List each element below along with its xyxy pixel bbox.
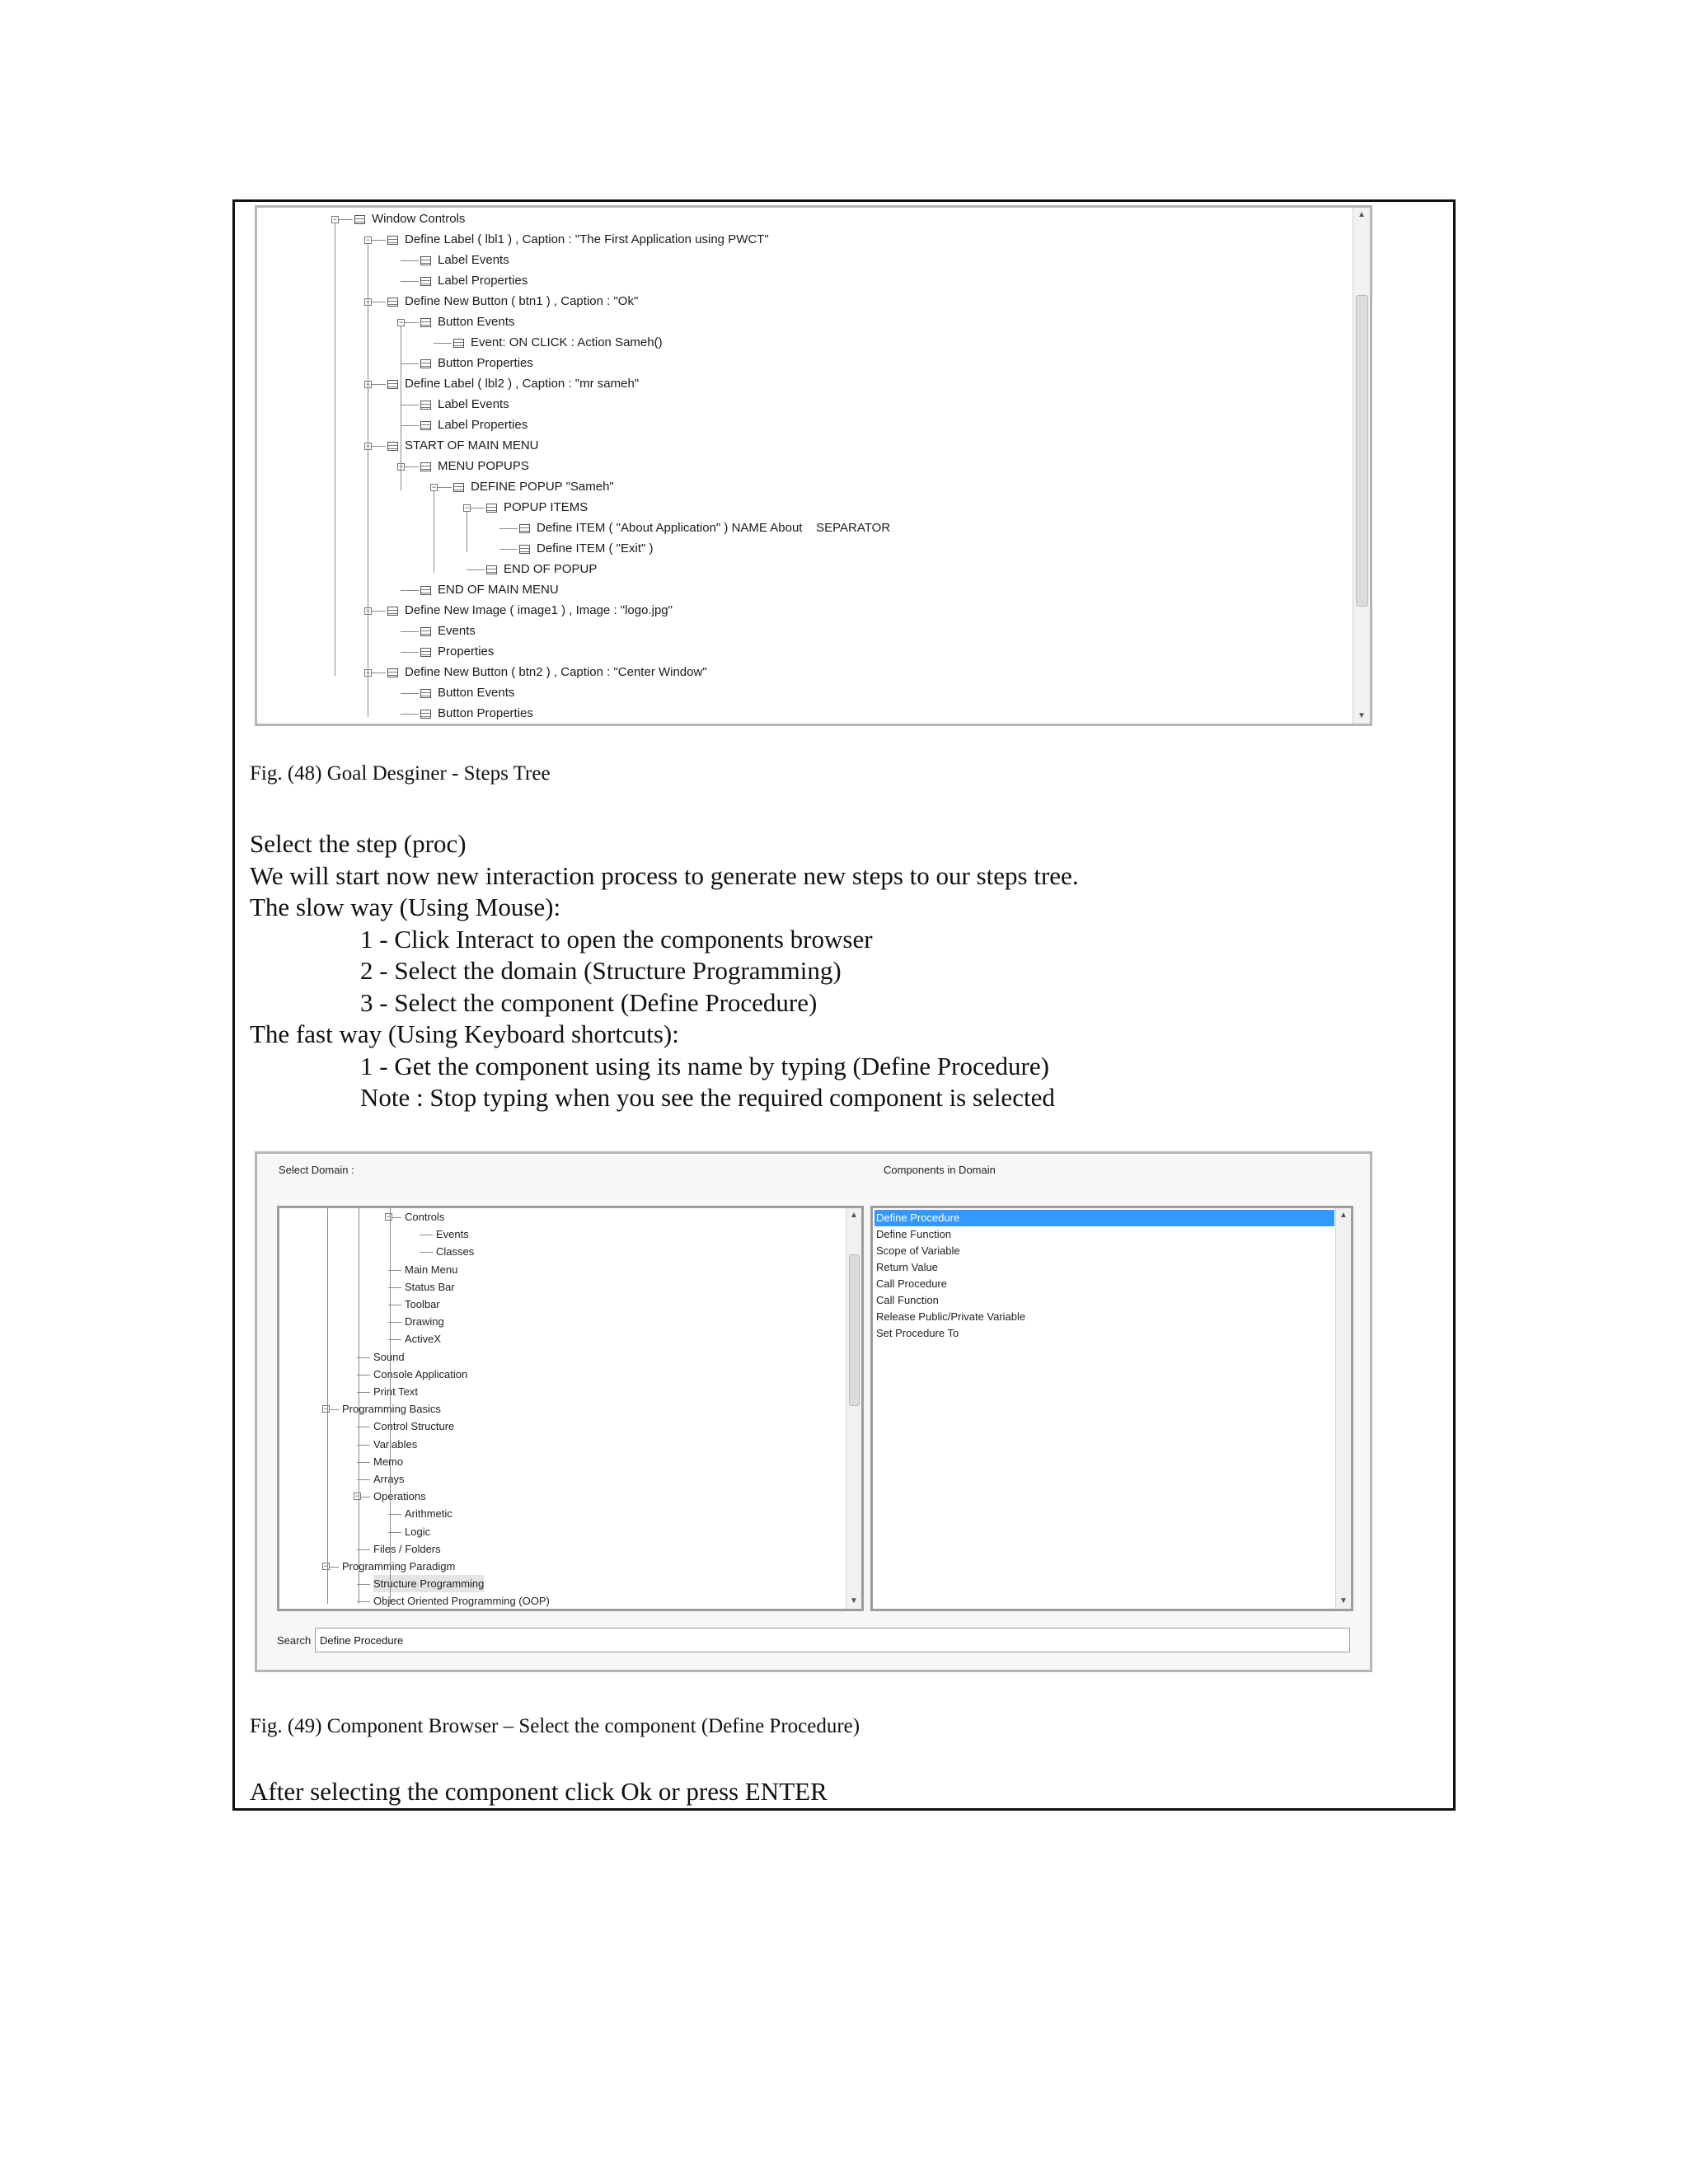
collapse-icon[interactable]: −: [365, 668, 371, 677]
tree-node[interactable]: [453, 477, 614, 497]
tree-node-label: Button Properties: [438, 706, 533, 720]
tree-node-label: Label Events: [438, 397, 509, 411]
component-item[interactable]: Release Public/Private Variable: [876, 1310, 1026, 1323]
body-line: 3 - Select the component (Define Procedure): [360, 987, 818, 1017]
domain-item[interactable]: Console Application: [373, 1367, 468, 1380]
tree-connector: [401, 281, 419, 282]
collapse-icon[interactable]: −: [365, 236, 371, 244]
domain-item[interactable]: Classes: [436, 1245, 475, 1258]
collapse-icon[interactable]: −: [386, 1212, 392, 1221]
tree-connector: [401, 693, 419, 694]
tree-node[interactable]: [420, 457, 529, 476]
domain-item[interactable]: Status Bar: [405, 1280, 455, 1293]
step-node-icon: [519, 545, 530, 554]
body-line: 1 - Get the component using its name by typing (Define Procedure): [360, 1051, 1049, 1080]
steps-tree-scrollbar[interactable]: [1353, 208, 1370, 724]
tree-node[interactable]: [387, 292, 638, 312]
tree-node-label: Event: ON CLICK : Action Sameh(): [471, 335, 663, 349]
tree-node-label: POPUP ITEMS: [504, 500, 588, 514]
domain-item[interactable]: Drawing: [405, 1315, 444, 1329]
domain-item[interactable]: Arrays: [373, 1473, 405, 1485]
collapse-icon[interactable]: −: [332, 215, 338, 223]
tree-connector: [499, 528, 518, 529]
tree-node[interactable]: [519, 518, 890, 538]
tree-node-label: Events: [438, 624, 476, 638]
select-domain-label: Select Domain :: [279, 1164, 354, 1176]
tree-node-label: MENU POPUPS: [438, 459, 529, 473]
step-node-icon: [387, 236, 398, 245]
step-node-icon: [387, 607, 398, 616]
domain-item[interactable]: ActiveX: [405, 1333, 442, 1346]
step-node-icon: [453, 339, 464, 348]
step-node-icon: [420, 710, 431, 719]
body-line: The fast way (Using Keyboard shortcuts):: [250, 1019, 679, 1048]
domain-item[interactable]: Logic: [405, 1525, 431, 1538]
step-node-icon: [420, 689, 431, 698]
tree-node[interactable]: [387, 601, 673, 621]
step-node-icon: [387, 298, 398, 307]
tree-connector: [401, 260, 419, 261]
tree-node-label: Define New Image ( image1 ) , Image : "logo.jpg": [405, 603, 673, 617]
tree-node[interactable]: [420, 415, 528, 435]
domain-item[interactable]: Print Text: [373, 1385, 418, 1398]
tree-node-label: Define ITEM ( "Exit" ): [537, 541, 654, 555]
domain-item[interactable]: Toolbar: [405, 1298, 440, 1310]
scroll-thumb[interactable]: [1356, 295, 1368, 607]
steps-tree-screenshot: [255, 205, 1372, 726]
tree-node-label: Button Properties: [438, 356, 533, 370]
component-item[interactable]: Scope of Variable: [876, 1244, 960, 1257]
step-node-icon: [420, 318, 431, 327]
collapse-icon[interactable]: −: [431, 483, 437, 491]
tree-node-label: Label Properties: [438, 274, 528, 288]
tree-node[interactable]: [486, 560, 597, 579]
collapse-icon[interactable]: −: [464, 504, 470, 512]
domain-item[interactable]: Memo: [373, 1455, 404, 1468]
fig49-caption: Fig. (49) Component Browser – Select the component (Define Procedure): [250, 1715, 860, 1737]
collapse-icon[interactable]: −: [365, 607, 371, 615]
domain-item[interactable]: Sound: [373, 1350, 405, 1363]
step-node-icon: [420, 627, 431, 636]
tree-connector: [401, 590, 419, 591]
domain-item[interactable]: Files / Folders: [373, 1542, 441, 1555]
domain-item[interactable]: Controls: [405, 1211, 445, 1223]
tree-node[interactable]: [354, 209, 465, 229]
domain-item[interactable]: Object Oriented Programming (OOP): [373, 1595, 550, 1608]
component-item[interactable]: Set Procedure To: [876, 1327, 959, 1339]
tree-connector: [401, 652, 419, 653]
tree-node-label: Define New Button ( btn1 ) , Caption : "Ok": [405, 294, 639, 308]
tree-node-label: Button Events: [438, 686, 515, 700]
scroll-up-icon[interactable]: ▲: [1339, 1211, 1348, 1220]
tree-node[interactable]: [519, 539, 654, 559]
domain-tree[interactable]: [277, 1206, 864, 1611]
scroll-up-icon[interactable]: ▲: [1357, 210, 1366, 219]
tree-node[interactable]: [486, 498, 588, 518]
tree-node-label: Define Label ( lbl1 ) , Caption : "The First Application using PWCT": [405, 232, 769, 246]
body-line: We will start now new interaction process to generate new steps to our steps tree.: [250, 860, 1079, 890]
tree-node[interactable]: [387, 374, 639, 394]
step-node-icon: [420, 277, 431, 286]
step-node-icon: [420, 359, 431, 368]
step-node-icon: [387, 442, 398, 451]
tree-node[interactable]: [420, 580, 559, 600]
footer-text: After selecting the component click Ok or press ENTER: [250, 1777, 828, 1806]
domain-item[interactable]: Arithmetic: [405, 1507, 452, 1521]
step-node-icon: [453, 483, 464, 492]
domain-item[interactable]: Programming Basics: [342, 1403, 441, 1416]
domain-item[interactable]: Operations: [373, 1490, 426, 1503]
tree-node[interactable]: [420, 704, 533, 724]
tree-node[interactable]: [420, 354, 533, 373]
tree-connector: [401, 714, 419, 715]
step-node-icon: [354, 215, 365, 224]
body-line: The slow way (Using Mouse):: [250, 893, 561, 921]
tree-node[interactable]: [420, 621, 476, 641]
domain-item[interactable]: Structure Programming: [373, 1575, 484, 1592]
tree-node[interactable]: [420, 271, 528, 291]
component-item[interactable]: Define Procedure: [874, 1210, 1334, 1226]
collapse-icon[interactable]: −: [354, 1492, 360, 1501]
search-input[interactable]: Define Procedure: [315, 1628, 1350, 1652]
components-list-scrollbar[interactable]: [1335, 1208, 1351, 1609]
step-node-icon: [519, 524, 530, 533]
component-item[interactable]: Call Function: [876, 1294, 939, 1306]
domain-item[interactable]: Variables: [373, 1437, 418, 1451]
tree-connector: [401, 631, 419, 632]
collapse-icon[interactable]: −: [365, 298, 371, 306]
tree-node-label: Define Label ( lbl2 ) , Caption : "mr sameh": [405, 377, 640, 391]
scroll-up-icon[interactable]: ▲: [850, 1211, 858, 1220]
component-browser-screenshot: [255, 1151, 1372, 1672]
step-node-icon: [420, 421, 431, 430]
step-node-icon: [420, 401, 431, 410]
tree-node[interactable]: [420, 642, 494, 662]
tree-node[interactable]: [420, 683, 514, 703]
tree-connector: [499, 549, 518, 550]
tree-node-label: Define New Button ( btn2 ) , Caption : "Center Window": [405, 665, 707, 679]
component-item[interactable]: Define Function: [876, 1228, 952, 1240]
tree-node-label: DEFINE POPUP "Sameh": [471, 480, 614, 494]
tree-node[interactable]: [387, 663, 707, 682]
collapse-icon[interactable]: −: [398, 318, 404, 326]
step-node-icon: [486, 504, 497, 513]
steps-tree[interactable]: [257, 208, 1352, 724]
tree-node-label: Label Properties: [438, 418, 528, 432]
scroll-thumb[interactable]: [849, 1254, 860, 1406]
tree-node-label: Label Events: [438, 253, 509, 267]
tree-node-label: Define ITEM ( "About Application" ) NAME About SEPARATOR: [537, 521, 891, 535]
body-text: [250, 828, 1079, 1114]
component-item[interactable]: Return Value: [876, 1261, 938, 1273]
body-line: Note : Stop typing when you see the required component is selected: [360, 1083, 1055, 1112]
collapse-icon[interactable]: −: [323, 1404, 329, 1413]
step-node-icon: [420, 648, 431, 657]
tree-node-label: END OF POPUP: [504, 562, 598, 576]
collapse-icon[interactable]: −: [323, 1562, 329, 1570]
scroll-down-icon[interactable]: ▼: [1339, 1596, 1348, 1605]
tree-node[interactable]: [420, 395, 509, 415]
body-line: 2 - Select the domain (Structure Programming): [360, 956, 842, 985]
scroll-down-icon[interactable]: ▼: [850, 1596, 858, 1605]
tree-connector: [390, 1208, 391, 1604]
step-node-icon: [420, 586, 431, 595]
component-item[interactable]: Call Procedure: [876, 1277, 947, 1290]
tree-node[interactable]: [387, 230, 769, 250]
body-line: 1 - Click Interact to open the components browser: [360, 924, 873, 954]
tree-connector: [401, 363, 419, 364]
tree-connector: [401, 425, 419, 426]
tree-connector: [467, 569, 485, 570]
tree-node-label: Window Controls: [372, 212, 466, 226]
tree-connector: [420, 1252, 433, 1253]
collapse-icon[interactable]: −: [398, 462, 404, 471]
tree-node-label: START OF MAIN MENU: [405, 438, 539, 452]
step-node-icon: [420, 462, 431, 471]
tree-node-label: END OF MAIN MENU: [438, 583, 559, 597]
domain-item[interactable]: Programming Paradigm: [342, 1560, 456, 1572]
tree-node[interactable]: [453, 333, 663, 353]
domain-item[interactable]: Control Structure: [373, 1420, 455, 1433]
domain-item[interactable]: Events: [436, 1228, 469, 1241]
step-node-icon: [420, 256, 431, 265]
step-node-icon: [486, 565, 497, 574]
tree-connector: [434, 343, 452, 344]
tree-node[interactable]: [420, 251, 509, 270]
components-list[interactable]: [870, 1206, 1353, 1611]
domain-item[interactable]: Main Menu: [405, 1263, 458, 1276]
tree-node[interactable]: [420, 312, 514, 332]
tree-connector: [327, 1208, 328, 1604]
step-node-icon: [387, 668, 398, 677]
body-line: Select the step (proc): [250, 829, 467, 858]
collapse-icon[interactable]: −: [365, 380, 371, 388]
fig48-caption: Fig. (48) Goal Desginer - Steps Tree: [250, 762, 551, 785]
search-label: Search: [277, 1634, 312, 1647]
tree-node-label: Button Events: [438, 315, 515, 329]
page-frame: [232, 199, 1456, 1811]
collapse-icon[interactable]: −: [365, 442, 371, 450]
tree-node[interactable]: [387, 436, 539, 456]
tree-node-label: Properties: [438, 644, 495, 658]
step-node-icon: [387, 380, 398, 389]
domain-tree-scrollbar[interactable]: [846, 1208, 861, 1609]
scroll-down-icon[interactable]: ▼: [1357, 711, 1366, 720]
components-label: Components in Domain: [884, 1164, 996, 1176]
